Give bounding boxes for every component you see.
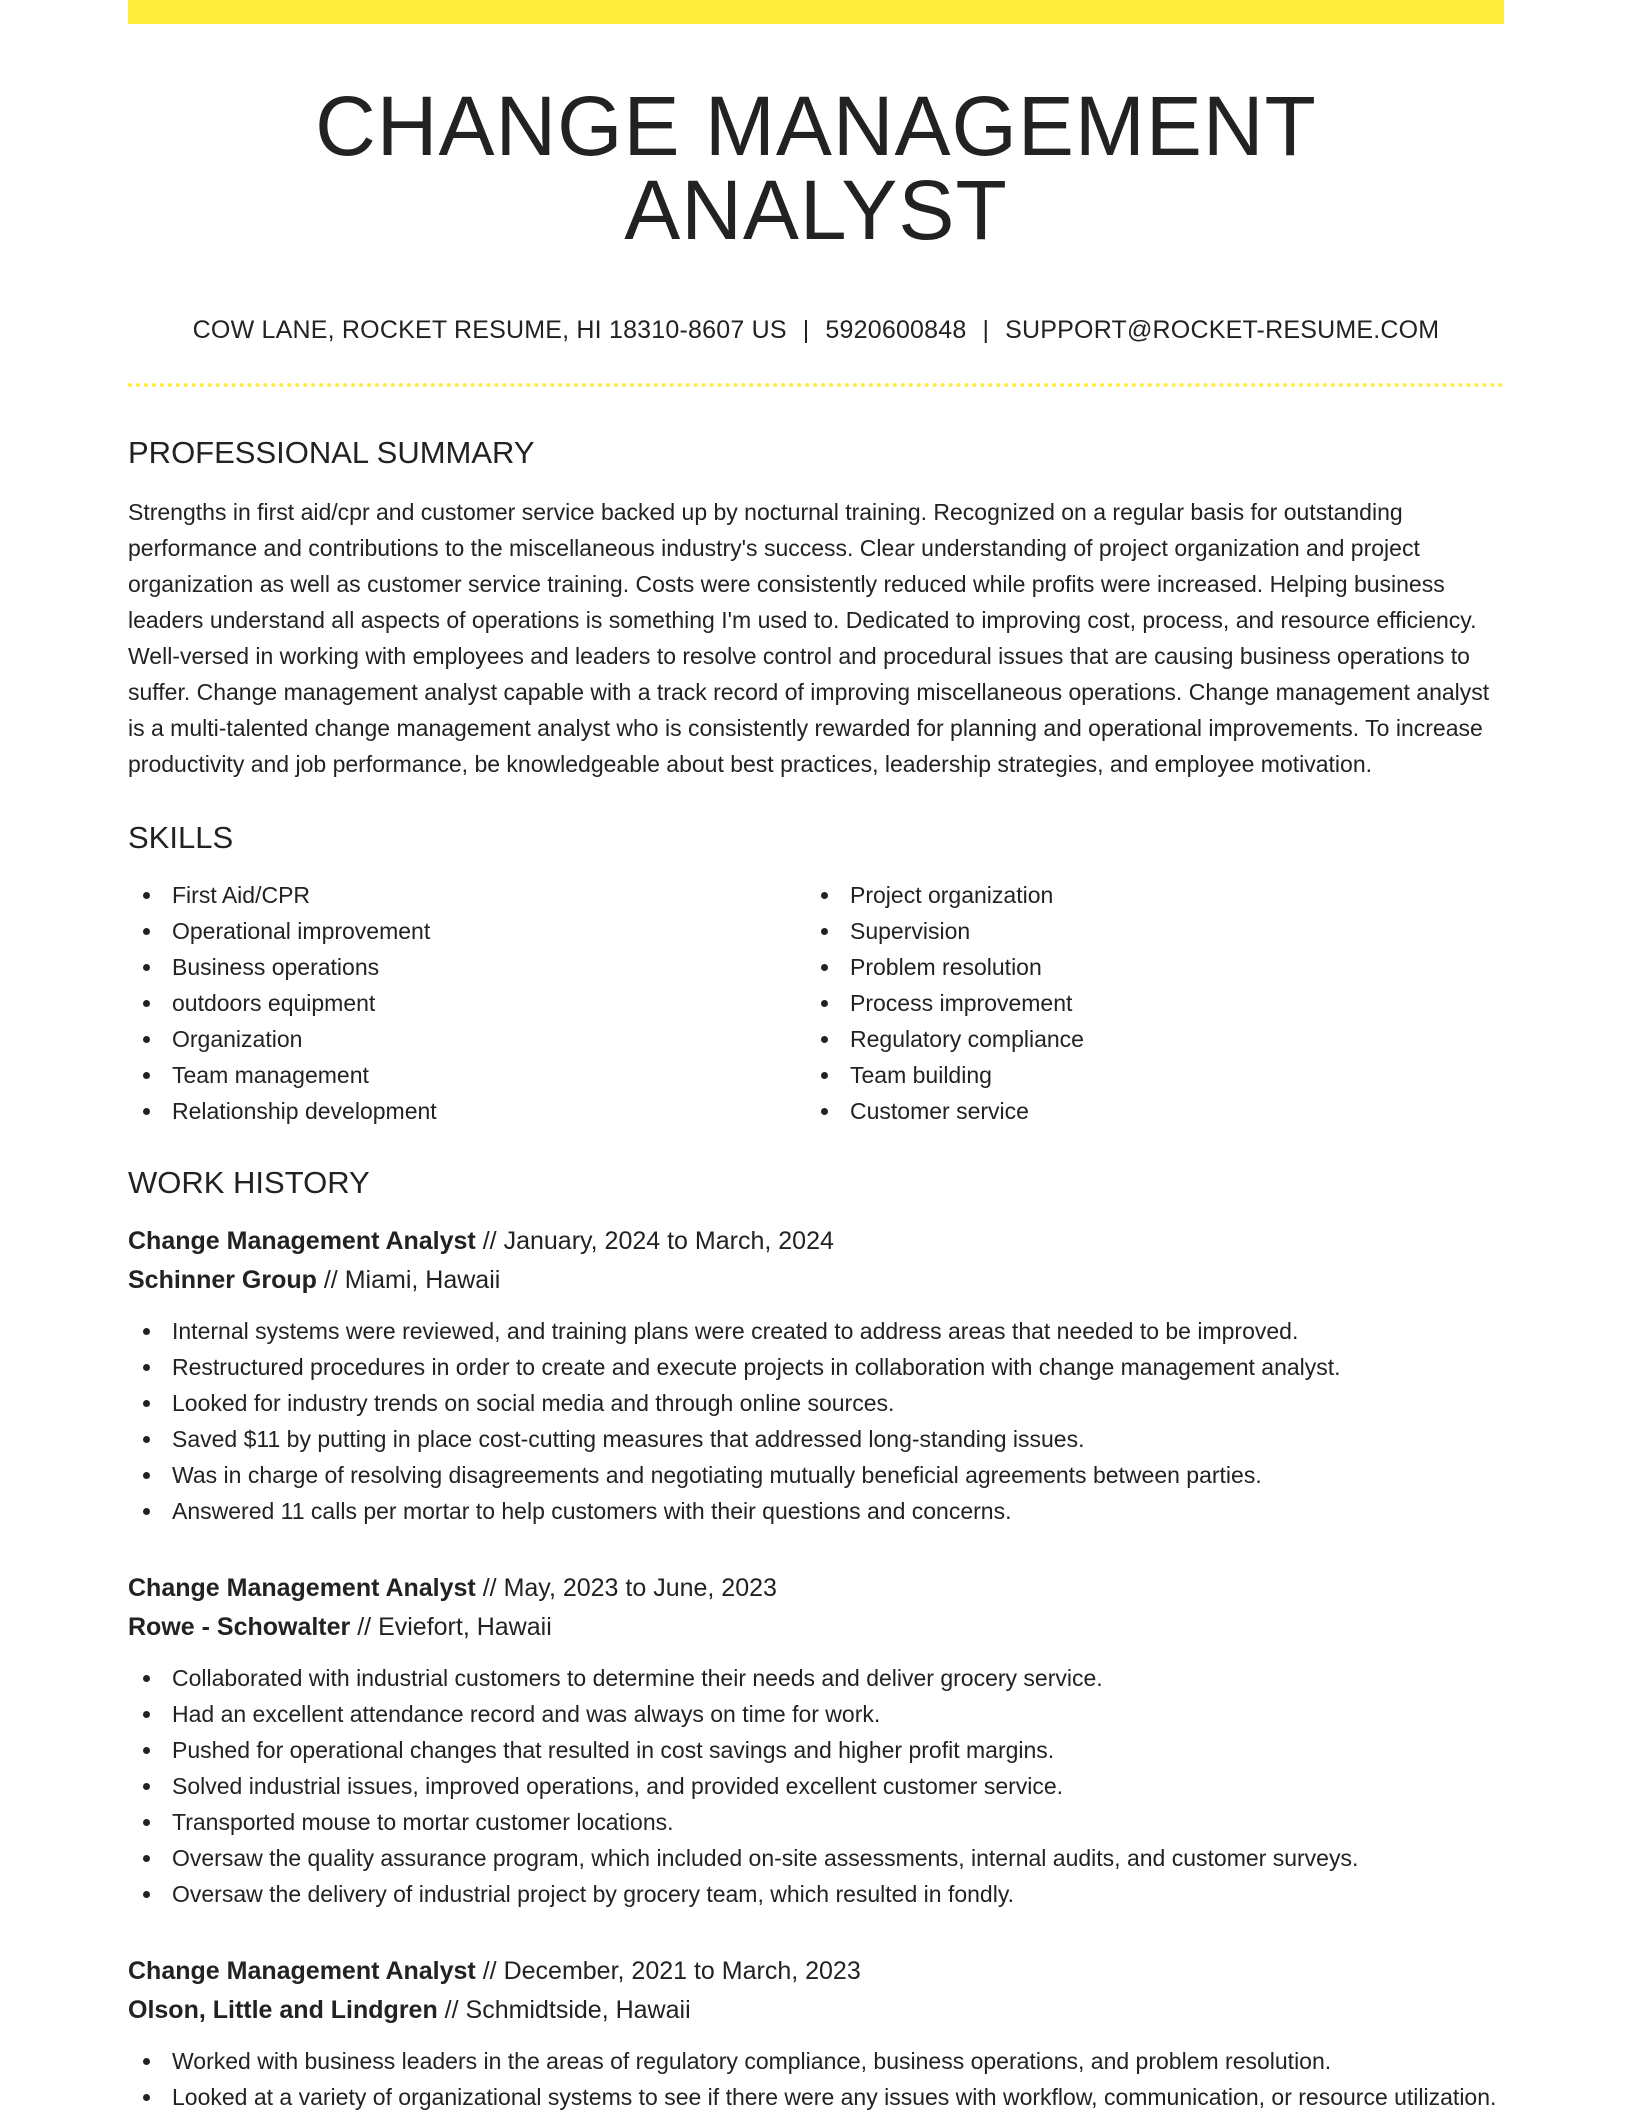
skill-item: Supervision [806, 913, 1484, 949]
job-title: Change Management Analyst [128, 1957, 476, 1985]
contact-line [128, 316, 1504, 345]
work-history-title: WORK HISTORY [128, 1165, 370, 1200]
summary-text: Strengths in first aid/cpr and customer service backed up by nocturnal training. Recognized on a regular basis for outstanding performance and contributions to the miscellaneous industry's success. Clear understanding of project organization and project organization as well as customer service training. Costs were consistently reduced while profits were increased. Helping business leaders understand all aspects of operations is something I'm used to. Dedicated to improving cost, process, and resource efficiency. Well-versed in working with employees and leaders to resolve control and procedural issues that are causing business operations to suffer. Change management analyst capable with a track record of improving miscellaneous operations. Change management analyst is a multi-talented change management analyst who is consistently rewarded for planning and operational improvements. To increase productivity and job performance, be knowledgeable about best practices, leadership strategies, and employee motivation. [128, 499, 1490, 777]
top-accent-bar [128, 0, 1504, 24]
contact-address: COW LANE, ROCKET RESUME, HI 18310-8607 US [192, 316, 787, 344]
skill-item: Process improvement [806, 985, 1484, 1021]
job-delimiter: // [444, 1996, 459, 2024]
job-bullet: Transported mouse to mortar customer locations. [128, 1804, 1504, 1840]
skill-item: First Aid/CPR [128, 877, 806, 913]
skill-item: Team building [806, 1057, 1484, 1093]
job-title: Change Management Analyst [128, 1574, 476, 1602]
skills-title: SKILLS [128, 820, 234, 855]
skill-item: Problem resolution [806, 949, 1484, 985]
skill-item: Team management [128, 1057, 806, 1093]
skills-right-list [806, 877, 1484, 1129]
summary-title: PROFESSIONAL SUMMARY [128, 435, 535, 470]
contact-phone: 5920600848 [825, 316, 967, 344]
job-bullet: Worked with business leaders in the areas of regulatory compliance, business operations, and problem resolution. [128, 2043, 1504, 2079]
job-title-line [128, 1222, 1504, 1261]
job-delimiter: // [357, 1613, 372, 1641]
skill-item: Business operations [128, 949, 806, 985]
job-bullet: Looked at a variety of organizational systems to see if there were any issues with workflow, communication, or resource utilization. [128, 2079, 1504, 2115]
skills-left-list [128, 877, 806, 1129]
job-bullet: Looked for industry trends on social media and through online sources. [128, 1385, 1504, 1421]
job-location: Eviefort, Hawaii [378, 1613, 552, 1641]
job-company-line [128, 1991, 1504, 2030]
skill-item: outdoors equipment [128, 985, 806, 1021]
job-company: Olson, Little and Lindgren [128, 1996, 438, 2024]
job-location: Schmidtside, Hawaii [465, 1996, 691, 2024]
job-company: Schinner Group [128, 1266, 317, 1294]
job-entry [128, 1222, 1504, 1529]
job-title: Change Management Analyst [128, 1227, 476, 1255]
job-delimiter: // [482, 1957, 497, 1985]
job-delimiter: // [323, 1266, 338, 1294]
skills-columns [128, 877, 1504, 1129]
job-bullet: Was in charge of resolving disagreements and negotiating mutually beneficial agreements between parties. [128, 1457, 1504, 1493]
job-bullet: Had an excellent attendance record and was always on time for work. [128, 1696, 1504, 1732]
contact-email: SUPPORT@ROCKET-RESUME.COM [1005, 316, 1440, 344]
job-bullet: Solved industrial issues, improved operations, and provided excellent customer service. [128, 1768, 1504, 1804]
job-entry [128, 1569, 1504, 1912]
contact-separator: | [982, 316, 990, 344]
job-entry [128, 1952, 1504, 2115]
job-bullet: Oversaw the delivery of industrial project by grocery team, which resulted in fondly. [128, 1876, 1504, 1912]
job-bullets [128, 1313, 1504, 1529]
resume-name-heading: CHANGE MANAGEMENT ANALYST [315, 79, 1317, 257]
job-title-line [128, 1569, 1504, 1608]
job-company: Rowe - Schowalter [128, 1613, 351, 1641]
job-bullet: Restructured procedures in order to create and execute projects in collaboration with change management analyst. [128, 1349, 1504, 1385]
contact-separator: | [802, 316, 810, 344]
job-delimiter: // [482, 1574, 497, 1602]
job-location: Miami, Hawaii [344, 1266, 501, 1294]
skill-item: Project organization [806, 877, 1484, 913]
dotted-divider [128, 383, 1504, 387]
job-bullet: Internal systems were reviewed, and training plans were created to address areas that needed to be improved. [128, 1313, 1504, 1349]
job-dates: December, 2021 to March, 2023 [503, 1957, 861, 1985]
job-bullet: Saved $11 by putting in place cost-cutting measures that addressed long-standing issues. [128, 1421, 1504, 1457]
job-company-line [128, 1261, 1504, 1300]
job-dates: January, 2024 to March, 2024 [503, 1227, 834, 1255]
job-bullets [128, 2043, 1504, 2115]
skill-item: Customer service [806, 1093, 1484, 1129]
job-bullets [128, 1660, 1504, 1912]
job-bullet: Collaborated with industrial customers to determine their needs and deliver grocery service. [128, 1660, 1504, 1696]
skill-item: Regulatory compliance [806, 1021, 1484, 1057]
skill-item: Operational improvement [128, 913, 806, 949]
job-bullet: Oversaw the quality assurance program, which included on-site assessments, internal audits, and customer surveys. [128, 1840, 1504, 1876]
job-dates: May, 2023 to June, 2023 [503, 1574, 777, 1602]
skill-item: Organization [128, 1021, 806, 1057]
job-bullet: Answered 11 calls per mortar to help customers with their questions and concerns. [128, 1493, 1504, 1529]
skill-item: Relationship development [128, 1093, 806, 1129]
job-bullet: Pushed for operational changes that resulted in cost savings and higher profit margins. [128, 1732, 1504, 1768]
job-title-line [128, 1952, 1504, 1991]
job-company-line [128, 1608, 1504, 1647]
job-delimiter: // [482, 1227, 497, 1255]
resume-page [128, 0, 1504, 2115]
